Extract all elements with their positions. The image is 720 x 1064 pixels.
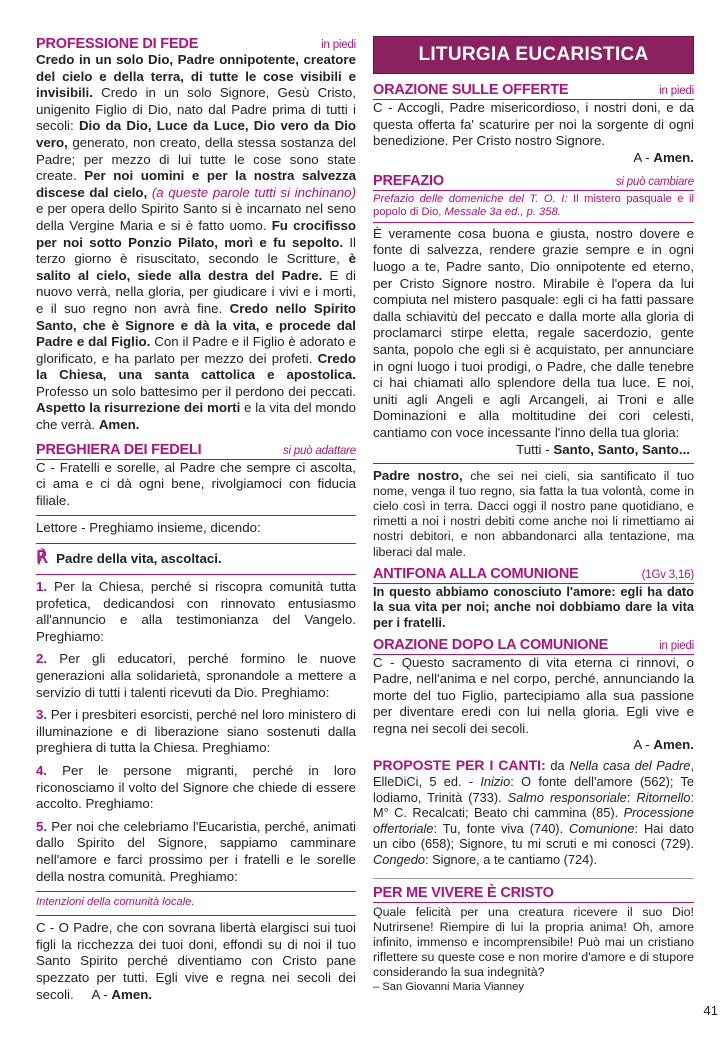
preface-note: Prefazio delle domeniche del T. O. I: Il mistero pasquale e il popolo di Dio, Messale 3a ed., p. 358. (373, 192, 694, 218)
intention-item: 5. Per noi che celebriamo l'Eucaristia, perché, animati dallo Spirito del Signore, sappiamo camminare nell'amore e farci prossimo per i fratelli e le sorelle della nostra comunità. Preghiamo: (36, 818, 356, 884)
songs-text: PROPOSTE PER I CANTI: da Nella casa del Padre, ElleDiCi, 5 ed. - Inizio: O fonte dell'amore (562); Te lodiamo, Trinità (733). Salmo responsoriale: Ritornello: M° C. Recalcati; Beato chi cammina (85). Processione offertoriale: Tu, fonte viva (740). Comunione: Hai dato un cibo (658); Signore, tu mi scruti e mi conosci (729). Congedo: Signore, a te cantiamo (724). (373, 757, 694, 868)
intention-item: 3. Per i presbiteri esorcisti, perché nel loro ministero di illuminazione e di liberazione siano sostenuti dalla preghiera di tutta la Chiesa. Preghiamo: (36, 707, 356, 756)
communion-text: In questo abbiamo conosciuto l'amore: egli ha dato la sua vita per noi; anche noi dobbiamo dare la vita per i fratelli. (373, 583, 694, 630)
intention-item: 4. Per le persone migranti, perché in loro riconosciamo il volto del Signore che chiede di essere accolto. Preghiamo: (36, 762, 356, 812)
credo-title: PROFESSIONE DI FEDE (36, 36, 199, 52)
credo-header (36, 36, 356, 52)
prayer-tag: si può adattare (282, 444, 356, 457)
live-title: PER ME VIVERE È CRISTO (373, 884, 554, 901)
communion-tag: (1Gv 3,16) (641, 568, 694, 581)
offer-header (373, 82, 694, 100)
credo-text: Credo in un solo Dio, Padre onnipotente, creatore del cielo e della terra, di tutte le cose visibili e invisibili. Credo in un solo Signore, Gesù Cristo, unigenito Figlio di Dio, nato dal Padre prima di tutti i secoli: Dio da Dio, Luce da Luce, Dio vero da Dio vero, generato, non creato, della stessa sostanza del Padre; per mezzo di lui tutte le cose sono state create. Per noi uomini e per la nostra salvezza discese dal cielo, (a queste parole tutti si inchinano) e per opera dello Spirito Santo si è incarnato nel seno della Vergine Maria e si è fatto uomo. Fu crocifisso per noi sotto Ponzio Pilato, morì e fu sepolto. Il terzo giorno è risuscitato, secondo le Scritture, è salito al cielo, siede alla destra del Padre. E di nuovo verrà, nella gloria, per giudicare i vivi e i morti, e il suo regno non avrà fine. Credo nello Spirito Santo, che è Signore e dà la vita, e procede dal Padre e dal Figlio. Con il Padre e il Figlio è adorato e glorificato, e ha parlato per mezzo dei profeti. Credo la Chiesa, una santa cattolica e apostolica. Professo un solo battesimo per il perdono dei peccati. Aspetto la risurrezione dei morti e la vita del mondo che verrà. Amen. (36, 52, 357, 433)
offer-title: ORAZIONE SULLE OFFERTE (373, 82, 569, 98)
communion-header (373, 566, 694, 584)
live-text: Quale felicità per una creatura ricevere il suo Dio! Nutrirsene! Riempire di lui la propria anima! Oh, amore infinito, immenso e incomprensibile! Può mai un cristiano riflettere su queste cose e non morire d'amore e di stupore considerando la sua indegnità? (373, 904, 694, 980)
prayer-intro: C - Fratelli e sorelle, al Padre che sempre ci ascolta, ci ama e ci dà ogni bene, rivolgiamoci con fiducia filiale. (36, 459, 356, 508)
our-father: Padre nostro, che sei nei cieli, sia santificato il tuo nome, venga il tuo regno, sia fatta la tua volontà, come in cielo così in terra. Dacci oggi il nostro pane quotidiano, e rimetti a noi i nostri debiti come anche noi li rimettiamo ai nostri debitori, e non abbandonarci alla tentazione, ma liberaci dal male. (373, 467, 694, 559)
offer-tag: in piedi (659, 85, 694, 97)
prayer-title: PREGHIERA DEI FEDELI (36, 441, 202, 458)
page-number: 41 (703, 1003, 718, 1018)
intentions-list (36, 579, 356, 885)
offer-amen: A - Amen. (633, 149, 694, 165)
lector-line: Lettore - Preghiamo insieme, dicendo: (36, 520, 261, 536)
post-communion-text: C - Questo sacramento di vita eterna ci rinnovi, o Padre, nell'anima e nel corpo, perché, annunciando la morte del tuo Figlio, partecipiamo alla sua passione per diventare eredi con lui nella gloria. Egli vive e regna nei secoli dei secoli. (373, 654, 694, 736)
preface-tag: si può cambiare (615, 175, 694, 188)
divider (373, 878, 694, 879)
closing-prayer: C - O Padre, che con sovrana libertà elargisci sui tuoi figli la ricchezza dei tuoi doni, effondi su di noi il tuo Santo Spirito perché diventiamo con Cristo pane spezzato per tutti. Egli vive e regna nei secoli dei secoli. A - Amen. (36, 920, 356, 1002)
divider (36, 891, 356, 892)
preface-text: È veramente cosa buona e giusta, nostro dovere e fonte di salvezza, rendere grazie sempre e in ogni luogo a te, Padre santo, Dio onnipotente ed eterno, per Cristo Signore nostro. Mirabile è l'opera da lui compiuta nel mistero pasquale: egli ci ha fatti passare dalla schiavitù del peccato e dalla morte alla gloria di proclamarci stirpe eletta, regale sacerdozio, gente santa, popolo che egli si è acquistato, per annunciare in ogni luogo i tuoi prodigi, o Padre, che dalle tenebre ci hai chiamati allo splendore della tua luce. E noi, uniti agli Angeli e agli Arcangeli, ai Troni e alle Dominazioni e alla moltitudine dei cori celesti, cantiamo con voce incessante l'inno della tua gloria: (373, 225, 694, 440)
preface-title: PREFAZIO (373, 172, 444, 189)
preface-response: Tutti - Santo, Santo, Santo... (516, 441, 690, 457)
credo-tag: in piedi (321, 39, 356, 51)
response-text: Padre della vita, ascoltaci. (56, 550, 222, 566)
local-intentions-note: Intenzioni della comunità locale. (36, 896, 195, 909)
divider (36, 543, 356, 544)
post-communion-tag: in piedi (659, 639, 694, 652)
intention-item: 2. Per gli educatori, perché formino le nuove generazioni alla solidarietà, spronandole a mettere a servizio di tutti i talenti ricevuti da Dio. Preghiamo: (36, 651, 356, 700)
post-communion-title: ORAZIONE DOPO LA COMUNIONE (373, 636, 609, 653)
response-line (36, 548, 356, 568)
intention-item: 1. Per la Chiesa, perché si riscopra comunità tutta profetica, dedicandosi con rinnovato entusiasmo all'annuncio e alla testimonianza del Vangelo. Preghiamo: (36, 579, 356, 644)
section-banner: LITURGIA EUCARISTICA (373, 36, 694, 74)
preface-header (373, 173, 694, 191)
post-communion-header (373, 637, 694, 655)
left-column (36, 36, 356, 1003)
prayer-header (36, 442, 356, 460)
response-symbol-icon: ℟ (36, 548, 49, 568)
divider (36, 915, 356, 916)
live-author: – San Giovanni Maria Vianney (373, 980, 524, 993)
live-header (373, 885, 694, 903)
divider (373, 222, 694, 223)
right-column (373, 36, 694, 994)
divider (36, 515, 356, 516)
post-communion-amen: A - Amen. (633, 737, 694, 753)
communion-title: ANTIFONA ALLA COMUNIONE (373, 565, 579, 582)
divider (36, 574, 356, 575)
offer-text: C - Accogli, Padre misericordioso, i nostri doni, e da questa offerta fa' scaturire per noi la sorgente di ogni benedizione. Per Cristo nostro Signore. (373, 100, 694, 149)
divider (373, 463, 694, 464)
